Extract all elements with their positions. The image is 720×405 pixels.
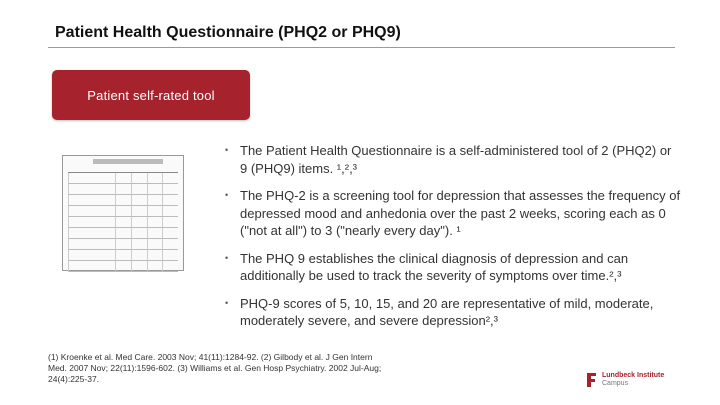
form-cell (68, 261, 115, 272)
bullet-text: The PHQ-2 is a screening tool for depression that assesses the frequency of depressed mood and anhedonia over the past 2 weeks, scoring each as 0 ("not at all") to 3 ("nearly every day"). ¹ (240, 188, 681, 238)
form-cell (68, 173, 115, 184)
form-cell (131, 239, 147, 250)
form-cell (131, 250, 147, 261)
bullet-text: The PHQ 9 establishes the clinical diagnosis of depression and can additionally be used to track the severity of symptoms over time.²,³ (240, 250, 629, 283)
form-cell (68, 228, 115, 239)
bullet-text: The Patient Health Questionnaire is a self-administered tool of 2 (PHQ2) or 9 (PHQ9) items. ¹,²,³ (240, 143, 672, 176)
form-cell (162, 217, 178, 228)
form-cell (162, 184, 178, 195)
form-cell (131, 228, 147, 239)
form-cell (115, 228, 131, 239)
form-cell (115, 250, 131, 261)
form-cell (162, 261, 178, 272)
bullet-list (222, 142, 682, 340)
list-item (222, 187, 682, 240)
form-cell (68, 217, 115, 228)
list-item (222, 250, 682, 285)
logo-sub: Campus (602, 380, 629, 387)
form-grid (68, 172, 178, 264)
form-cell (131, 184, 147, 195)
form-cell (115, 217, 131, 228)
bullet-icon: • (225, 145, 229, 155)
phq-form-thumbnail (62, 155, 184, 271)
form-cell (115, 261, 131, 272)
form-cell (115, 184, 131, 195)
form-cell (68, 184, 115, 195)
form-cell (162, 195, 178, 206)
form-cell (162, 239, 178, 250)
form-cell (115, 239, 131, 250)
form-cell (68, 206, 115, 217)
lundbeck-logo (585, 372, 664, 388)
form-cell (131, 195, 147, 206)
page-title: Patient Health Questionnaire (PHQ2 or PHQ9) (55, 24, 401, 41)
form-cell (147, 217, 163, 228)
form-cell (115, 173, 131, 184)
badge-label: Patient self-rated tool (87, 87, 215, 103)
form-cell (68, 250, 115, 261)
form-cell (131, 217, 147, 228)
form-cell (147, 261, 163, 272)
bullet-icon: • (225, 190, 229, 200)
form-cell (147, 206, 163, 217)
title-divider (48, 47, 675, 48)
form-cell (147, 239, 163, 250)
form-cell (147, 173, 163, 184)
list-item (222, 295, 682, 330)
form-cell (68, 239, 115, 250)
tool-type-badge (52, 70, 250, 120)
form-cell (147, 250, 163, 261)
form-cell (115, 195, 131, 206)
form-cell (68, 195, 115, 206)
form-cell (162, 173, 178, 184)
form-cell (131, 206, 147, 217)
form-cell (147, 195, 163, 206)
bullet-text: PHQ-9 scores of 5, 10, 15, and 20 are representative of mild, moderate, moderately severe, and severe depression²,³ (240, 295, 654, 328)
form-cell (131, 173, 147, 184)
form-cell (147, 184, 163, 195)
references: (1) Kroenke et al. Med Care. 2003 Nov; 41(11):1284-92. (2) Gilbody et al. J Gen Intern Med. 2007 Nov; 22(11):1596-602. (3) Williams et al. Gen Hosp Psychiatry. 2002 Jul-Aug; 24(4):225-37. (48, 352, 382, 384)
form-cell (147, 228, 163, 239)
bullet-icon: • (225, 252, 229, 263)
list-item (222, 142, 682, 177)
form-header-line (93, 159, 163, 164)
form-cell (162, 250, 178, 261)
form-cell (115, 206, 131, 217)
form-cell (162, 206, 178, 217)
lundbeck-logo-icon (585, 372, 598, 388)
form-cell (162, 228, 178, 239)
bullet-icon: • (225, 297, 229, 308)
form-cell (131, 261, 147, 272)
logo-name: Lundbeck Institute (602, 372, 665, 379)
